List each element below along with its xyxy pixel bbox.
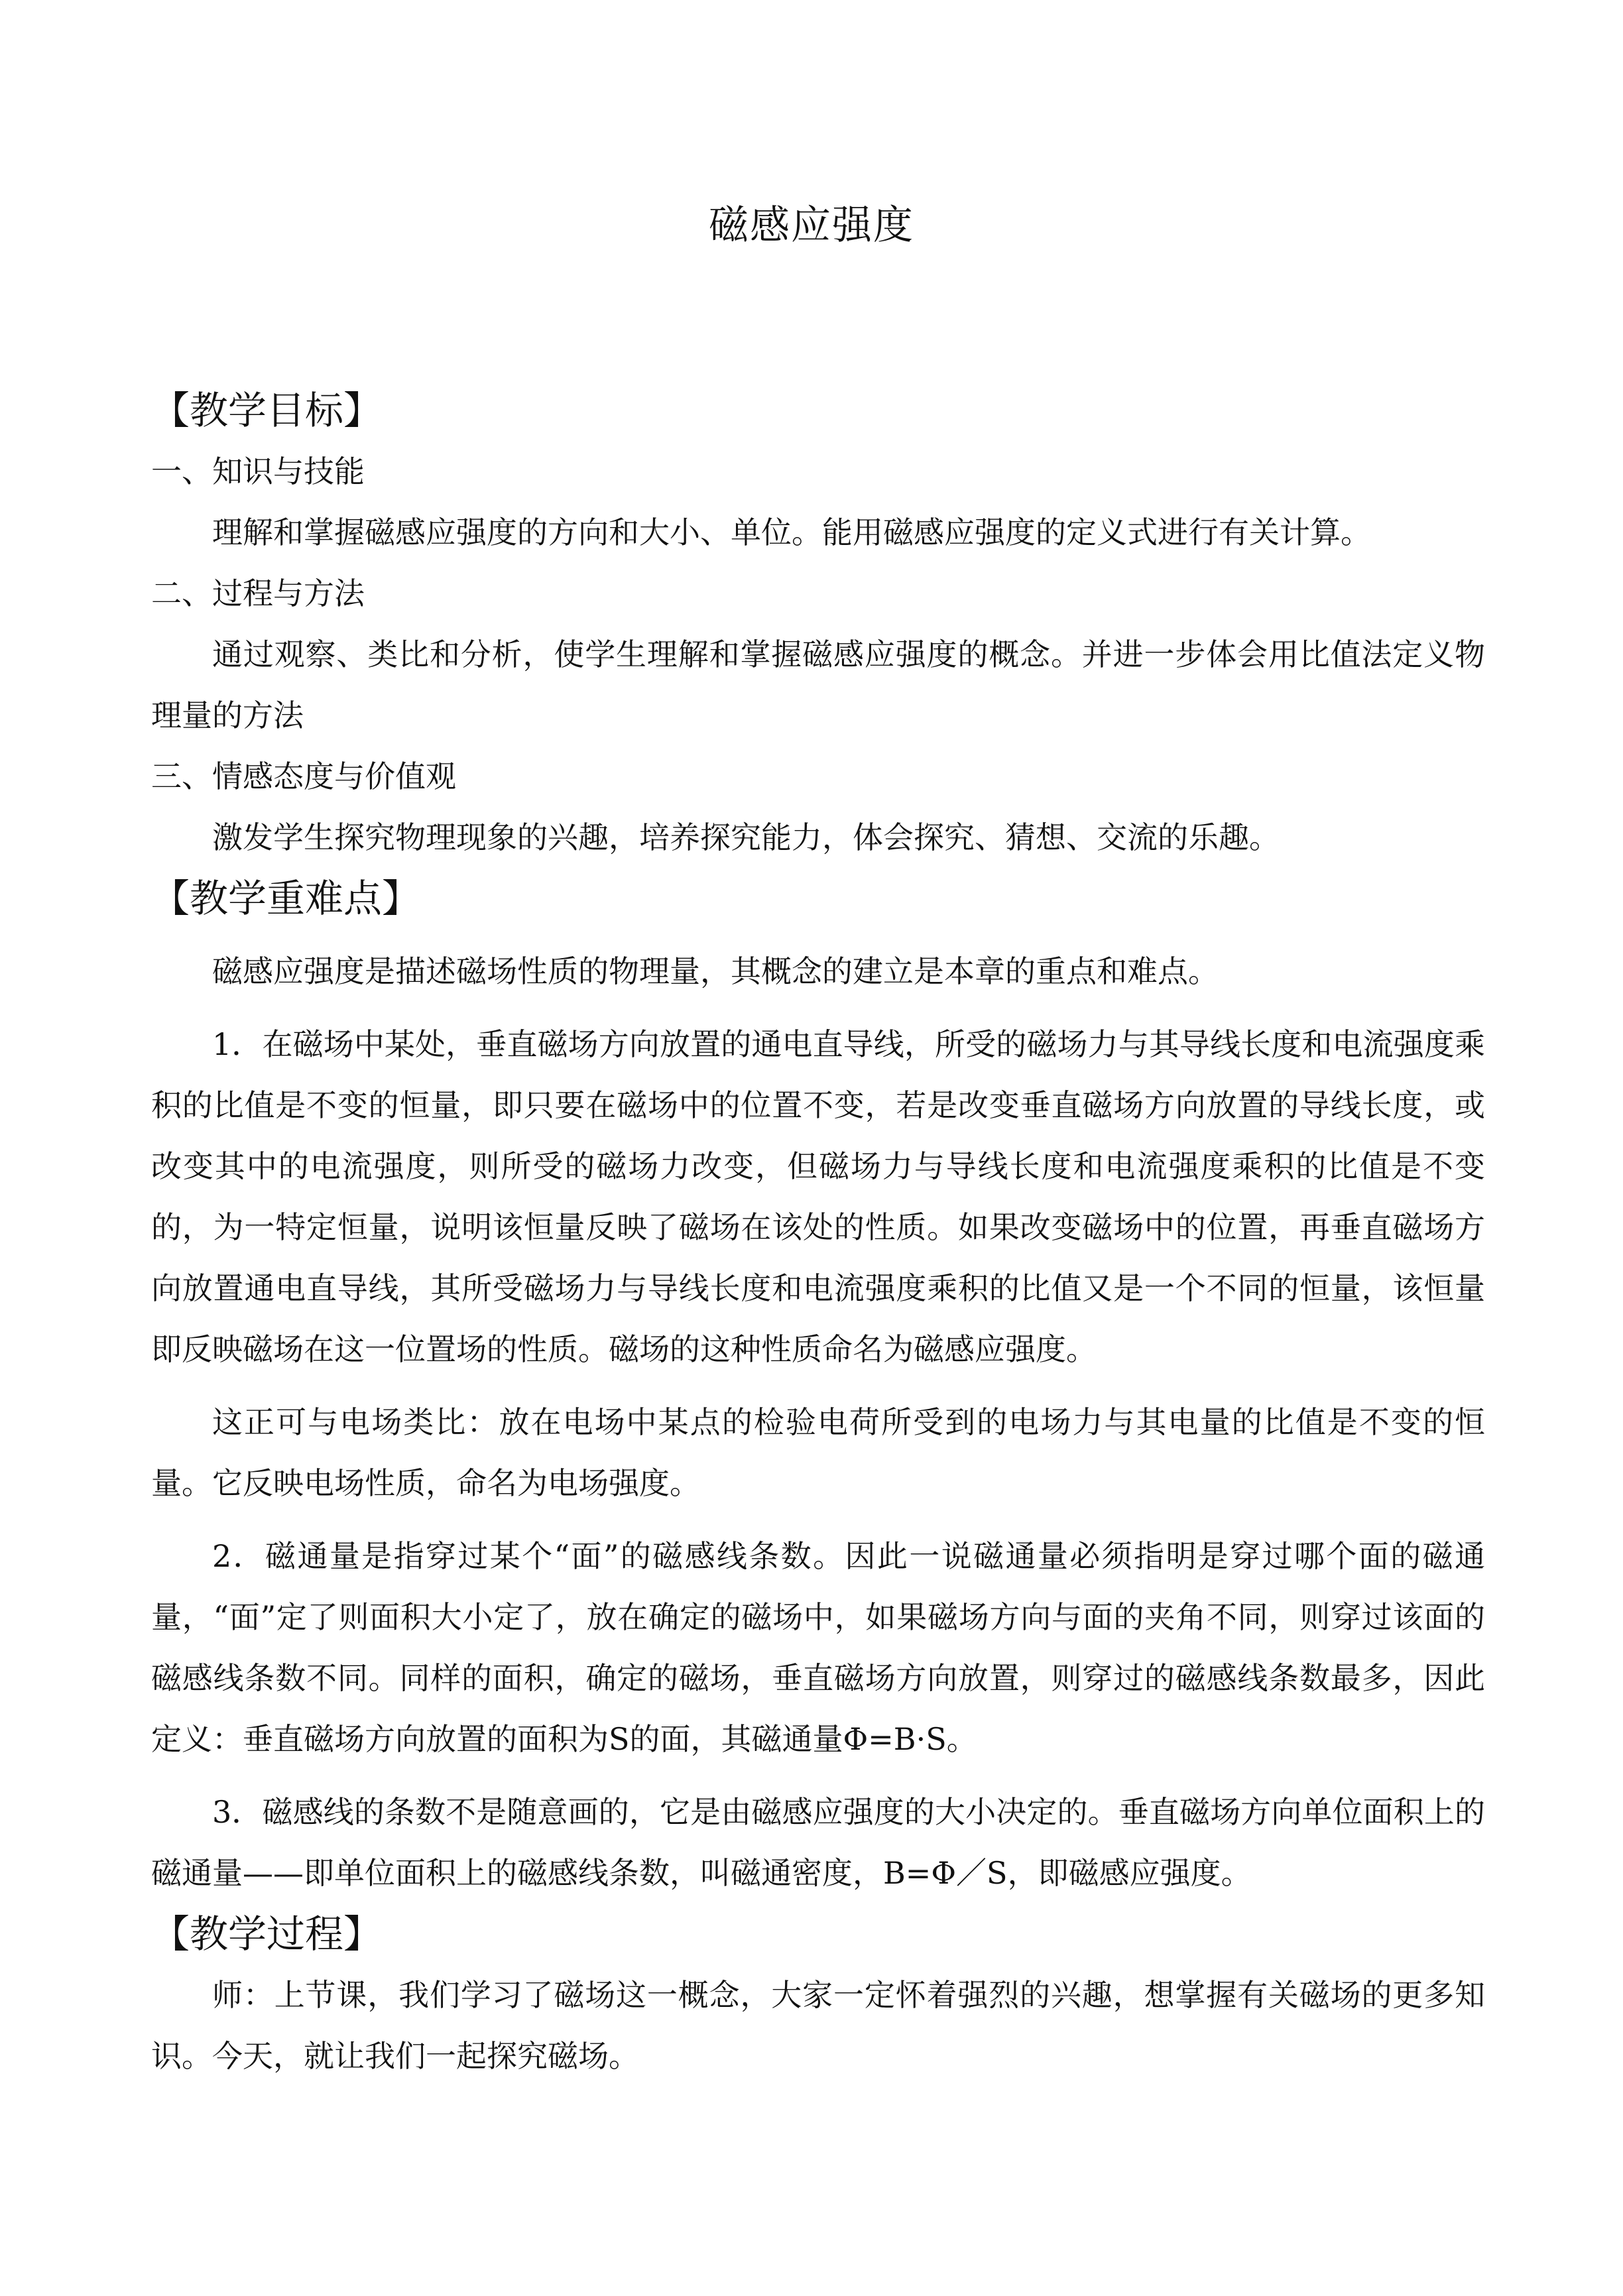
subheading-knowledge-skills: 一、知识与技能 [151,453,365,489]
paragraph-key-point-1: 1．在磁场中某处，垂直磁场方向放置的通电直导线，所受的磁场力与其导线长度和电流强度乘积的比值是不变的恒量，即只要在磁场中的位置不变，若是改变垂直磁场方向放置的导线长度，或改变其中的电流强度，则所受的磁场力改变，但磁场力与导线长度和电流强度乘积的比值是不变的，为一特定恒量，说明该恒量反映了磁场在该处的性质。如果改变磁场中的位置，再垂直磁场方向放置通电直导线，其所受磁场力与导线长度和电流强度乘积的比值又是一个不同的恒量，该恒量即反映磁场在这一位置场的性质。磁场的这种性质命名为磁感应强度。 [151,1026,1485,1367]
document-title: 磁感应强度 [709,202,914,249]
paragraph-process-methods: 通过观察、类比和分析，使学生理解和掌握磁感应强度的概念。并进一步体会用比值法定义物理量的方法 [151,636,1485,733]
paragraph-electric-field-analogy: 这正可与电场类比：放在电场中某点的检验电荷所受到的电场力与其电量的比值是不变的恒量。它反映电场性质，命名为电场强度。 [151,1404,1485,1501]
paragraph-attitude-values: 激发学生探究物理现象的兴趣，培养探究能力，体会探究、猜想、交流的乐趣。 [212,819,1280,855]
section-teaching-process [151,1903,1485,2086]
paragraph-key-point-2: 2．磁通量是指穿过某个“面”的磁感线条数。因此一说磁通量必须指明是穿过哪个面的磁通量，“面”定了则面积大小定了，放在确定的磁场中，如果磁场方向与面的夹角不同，则穿过该面的磁感线条数不同。同样的面积，确定的磁场，垂直磁场方向放置，则穿过的磁感线条数最多，因此定义：垂直磁场方向放置的面积为S的面，其磁通量Φ=B·S。 [151,1538,1485,1757]
paragraph-key-point-3: 3．磁感线的条数不是随意画的，它是由磁感应强度的大小决定的。垂直磁场方向单位面积上的磁通量——即单位面积上的磁感线条数，叫磁通密度，B=Φ／S，即磁感应强度。 [151,1794,1485,1891]
paragraph-key-intro: 磁感应强度是描述磁场性质的物理量，其概念的建立是本章的重点和难点。 [212,953,1219,989]
subheading-process-methods: 二、过程与方法 [151,575,365,611]
subheading-attitude-values: 三、情感态度与价值观 [151,758,456,794]
section-teaching-objectives [151,380,1485,868]
section-heading-teaching-process: 【教学过程】 [151,1911,383,1957]
paragraph-teacher-intro: 师：上节课，我们学习了磁场这一概念，大家一定怀着强烈的兴趣，想掌握有关磁场的更多知识。今天，就让我们一起探究磁场。 [151,1977,1485,2074]
section-key-difficulties [151,868,1485,1903]
document-body [151,380,1485,2086]
paragraph-knowledge-skills: 理解和掌握磁感应强度的方向和大小、单位。能用磁感应强度的定义式进行有关计算。 [212,514,1371,550]
section-heading-key-difficulties: 【教学重难点】 [151,876,421,921]
section-heading-objectives: 【教学目标】 [151,388,383,433]
